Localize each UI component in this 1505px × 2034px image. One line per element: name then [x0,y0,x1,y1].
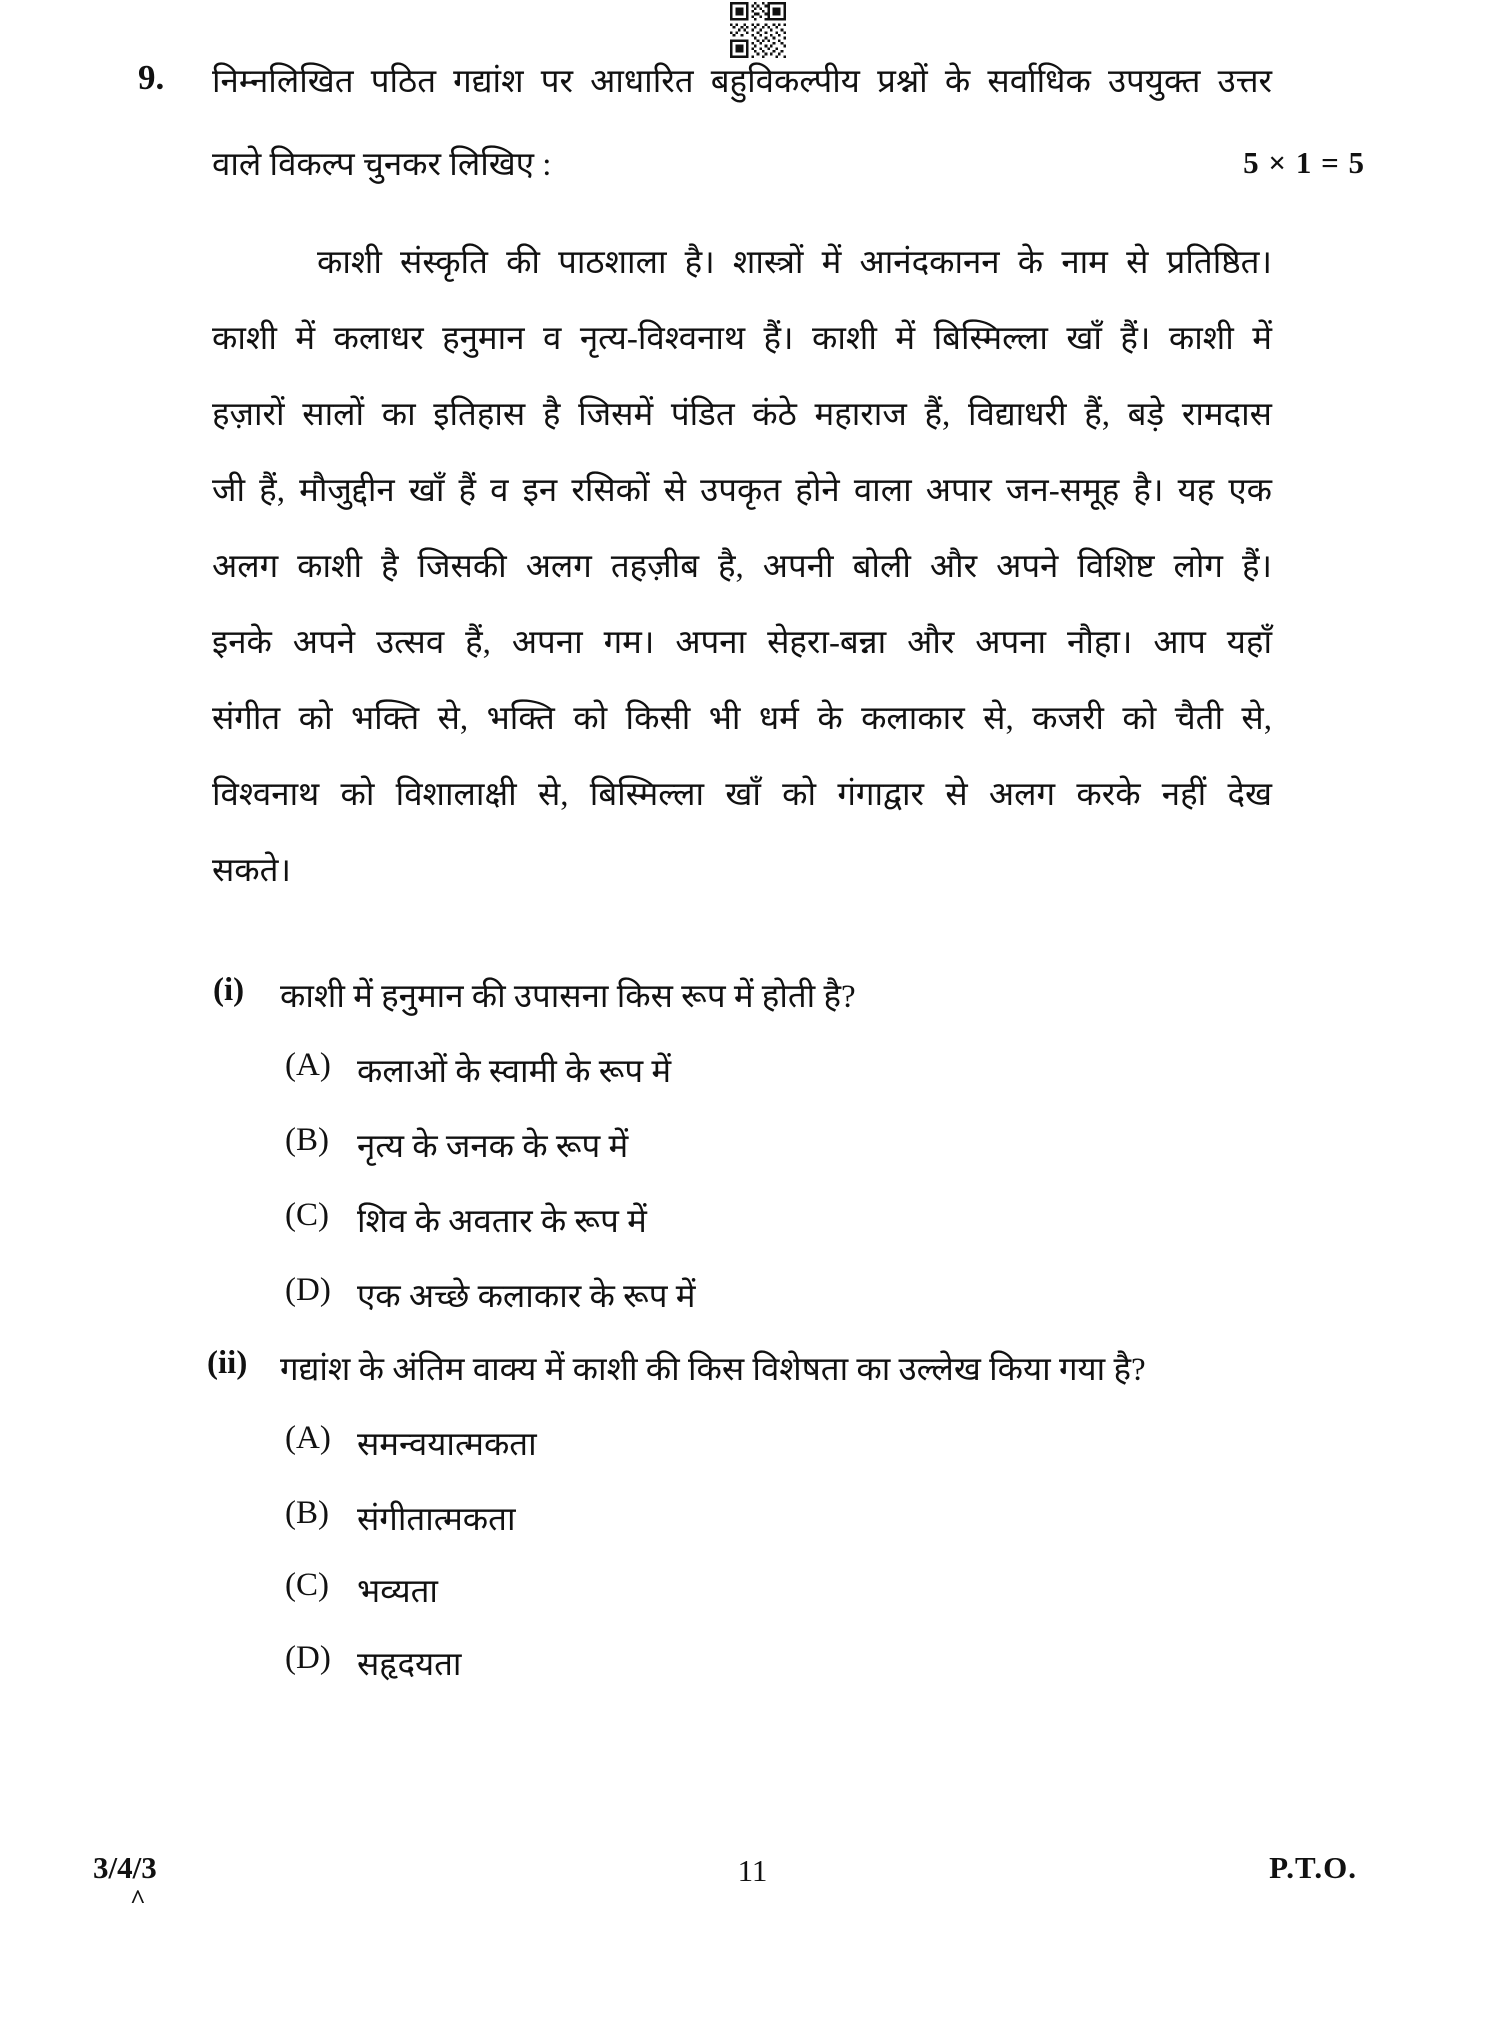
passage-line: जी हैं, मौजुद्दीन खाँ हैं व इन रसिकों से उपकृत होने वाला अपार जन-समूह है। यह एक [212,473,1272,509]
subquestion-ii-text: गद्यांश के अंतिम वाक्य में काशी की किस विशेषता का उल्लेख किया गया है? [280,1352,1146,1388]
option-ii-a-label: (A) [285,1420,331,1456]
passage-line: काशी में कलाधर हनुमान व नृत्य-विश्वनाथ हैं। काशी में बिस्मिल्ला खाँ हैं। काशी में [212,321,1272,357]
passage-line: अलग काशी है जिसकी अलग तहज़ीब है, अपनी बोली और अपने विशिष्ट लोग हैं। [212,549,1272,585]
passage-line: सकते। [212,853,291,889]
option-i-b-label: (B) [285,1122,329,1158]
passage-line: विश्वनाथ को विशालाक्षी से, बिस्मिल्ला खाँ को गंगाद्वार से अलग करके नहीं देख [212,777,1272,813]
option-i-d-label: (D) [285,1272,331,1308]
passage-line: हज़ारों सालों का इतिहास है जिसमें पंडित कंठे महाराज हैं, विद्याधरी हैं, बड़े रामदास [212,397,1272,433]
option-i-c-label: (C) [285,1197,329,1233]
paper-code: 3/4/3 [93,1850,157,1885]
option-ii-b-text: संगीतात्मकता [357,1502,516,1538]
option-i-b-text: नृत्य के जनक के रूप में [357,1129,629,1165]
option-ii-c-text: भव्यता [357,1574,438,1610]
passage-line: संगीत को भक्ति से, भक्ति को किसी भी धर्म के कलाकार से, कजरी को चैती से, [212,701,1272,737]
passage-line: काशी संस्कृति की पाठशाला है। शास्त्रों में आनंदकानन के नाम से प्रतिष्ठित। [317,245,1272,281]
subquestion-i-text: काशी में हनुमान की उपासना किस रूप में होती है? [280,979,856,1015]
option-ii-d-text: सहृदयता [357,1647,462,1683]
option-ii-b-label: (B) [285,1495,329,1531]
passage-line: इनके अपने उत्सव हैं, अपना गम। अपना सेहरा-बन्ना और अपना नौहा। आप यहाँ [212,625,1272,661]
pto-label: P.T.O. [1269,1850,1357,1885]
option-i-c-text: शिव के अवतार के रूप में [357,1204,647,1240]
caret-mark: ^ [130,1884,146,1914]
option-ii-d-label: (D) [285,1640,331,1676]
option-ii-a-text: समन्वयात्मकता [357,1427,537,1463]
subquestion-i-label: (i) [213,972,245,1008]
option-ii-c-label: (C) [285,1567,329,1603]
option-i-d-text: एक अच्छे कलाकार के रूप में [357,1279,696,1315]
reading-passage [212,225,1272,909]
page-number: 11 [737,1853,768,1888]
qr-code-icon [729,2,787,58]
option-i-a-label: (A) [285,1047,331,1083]
option-i-a-text: कलाओं के स्वामी के रूप में [357,1054,672,1090]
question-prompt-line1: निम्नलिखित पठित गद्यांश पर आधारित बहुविकल्पीय प्रश्नों के सर्वाधिक उपयुक्त उत्तर [212,64,1272,100]
question-prompt-line2: वाले विकल्प चुनकर लिखिए : [212,147,552,183]
question-number: 9. [138,58,165,97]
marks-allocation: 5 × 1 = 5 [1243,145,1365,180]
subquestion-ii-label: (ii) [207,1345,248,1381]
